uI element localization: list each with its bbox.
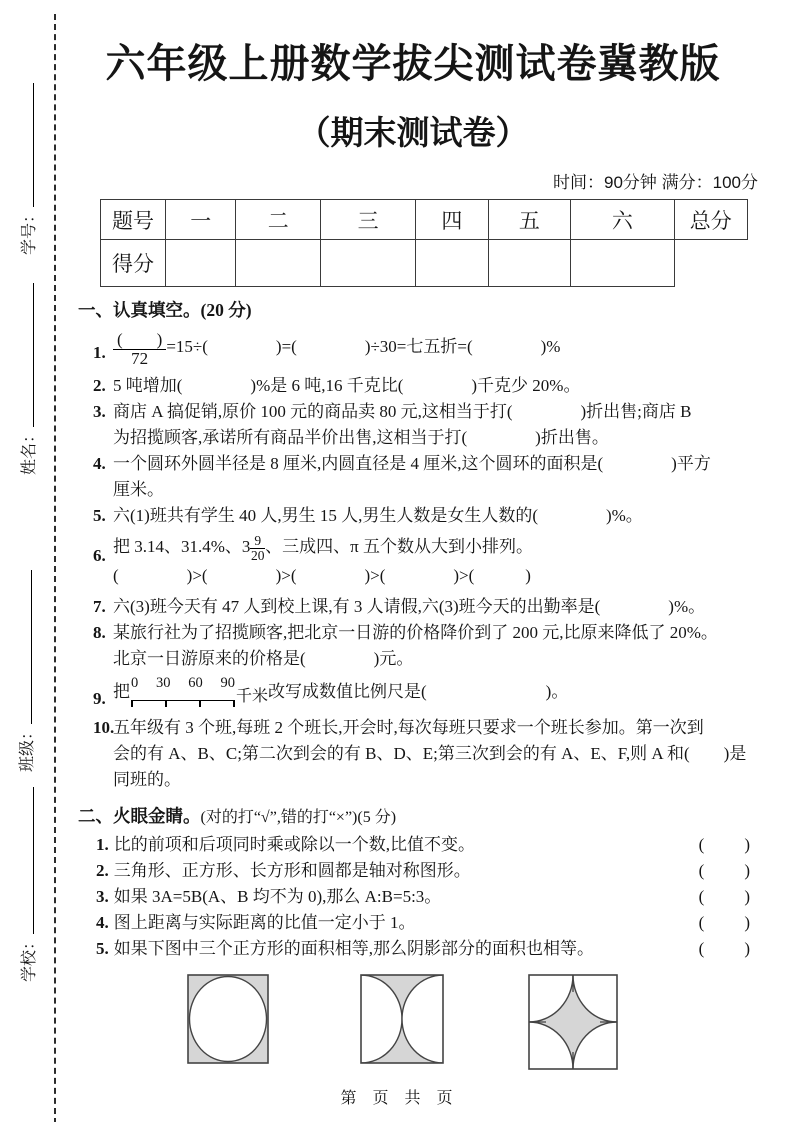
score-header-cell: 题号 — [101, 200, 166, 240]
score-header-cell: 四 — [416, 200, 488, 240]
question-number: 6. — [93, 545, 106, 565]
tf-statement: 比的前项和后项同时乘或除以一个数,比值不变。 — [113, 835, 475, 855]
student-name-text: 姓名： — [21, 426, 38, 475]
tf-statement: 三角形、正方形、长方形和圆都是轴对称图形。 — [113, 861, 471, 881]
question-number: 9. — [93, 689, 106, 709]
tf-item-1 — [60, 832, 766, 858]
question-text: 5 吨增加( )%是 6 吨,16 千克比( )千克少 20%。 — [113, 375, 581, 395]
question-6 — [60, 529, 766, 594]
class-text: 班级： — [19, 723, 36, 772]
line-scale-graphic: 0 30 60 90 — [131, 677, 235, 707]
score-table-score-row — [101, 240, 748, 287]
student-name-label — [16, 283, 38, 475]
question-number: 4. — [96, 913, 109, 933]
question-number: 2. — [93, 375, 106, 395]
tf-item-3 — [60, 884, 766, 910]
question-text: 同班的。 — [113, 770, 181, 790]
tf-item-2 — [60, 858, 766, 884]
tf-answer-blank: ( ) — [698, 861, 752, 881]
square-with-inscribed-circle-figure — [187, 974, 269, 1064]
tf-statement: 如果下图中三个正方形的面积相等,那么阴影部分的面积也相等。 — [113, 939, 594, 959]
tf-answer-blank: ( ) — [698, 835, 752, 855]
score-cell — [236, 240, 321, 287]
question-8 — [60, 620, 766, 672]
question-number: 4. — [93, 453, 106, 473]
question-10 — [60, 715, 766, 793]
question-2 — [60, 373, 766, 399]
square-with-corner-quarter-circles-figure — [528, 974, 618, 1070]
tf-answer-blank: ( ) — [698, 913, 752, 933]
question-text: 某旅行社为了招揽顾客,把北京一日游的价格降价到了 200 元,比原来降低了 20%。 — [113, 623, 718, 643]
tf-statement: 图上距离与实际距离的比值一定小于 1。 — [113, 913, 416, 933]
question-text: 一个圆环外圆半径是 8 厘米,内圆直径是 4 厘米,这个圆环的面积是( )平方 — [113, 453, 711, 473]
question-9 — [60, 672, 766, 715]
question-7 — [60, 594, 766, 620]
question-number: 7. — [93, 597, 106, 617]
fraction: $\frac{( )}{72}$ — [113, 331, 166, 368]
tf-item-5 — [60, 936, 766, 962]
question-number: 8. — [93, 623, 106, 643]
question-text: 五年级有 3 个班,每班 2 个班长,开会时,每次每班只要求一个班长参加。第一次到 — [113, 718, 704, 738]
question-text: 会的有 A、B、C;第二次到会的有 B、D、E;第三次到会的有 A、E、F,则 A 和( )是 — [113, 744, 747, 764]
question-number: 5. — [93, 505, 106, 525]
score-header-cell: 一 — [166, 200, 236, 240]
score-cell — [166, 240, 236, 287]
score-header-cell: 六 — [571, 200, 674, 240]
score-cell — [416, 240, 488, 287]
question-text: 改写成数值比例尺是( )。 — [268, 682, 569, 702]
tf-answer-blank: ( ) — [698, 939, 752, 959]
school-blank-line — [16, 787, 34, 934]
ordering-answer-blanks: ( )>( )>( )>( )>( ) — [113, 566, 531, 586]
question-number: 1. — [96, 835, 109, 855]
score-table — [100, 199, 748, 287]
question-text: 为招揽顾客,承诺所有商品半价出售,这相当于打( )折出售。 — [113, 427, 609, 447]
score-header-cell: 五 — [488, 200, 571, 240]
score-header-cell: 二 — [236, 200, 321, 240]
page-subtitle: （期末测试卷） — [297, 114, 529, 151]
score-cell — [488, 240, 571, 287]
question-number: 3. — [93, 401, 106, 421]
question-text: 北京一日游原来的价格是( )元。 — [113, 649, 414, 669]
page-title: 六年级上册数学拔尖测试卷冀教版 — [105, 42, 721, 86]
school-text: 学校： — [21, 933, 38, 982]
question-number: 10. — [93, 718, 115, 738]
question-4 — [60, 451, 766, 503]
question-5 — [60, 503, 766, 529]
school-label — [16, 787, 38, 982]
section2-heading: 二、火眼金睛。(对的打“√”,错的打“×”)(5 分) — [78, 806, 397, 827]
scale-unit: 千米 — [236, 688, 269, 706]
page-footer: 第 页 共 页 — [340, 1090, 453, 1107]
student-number-text: 学号： — [21, 206, 38, 255]
score-row-label: 得分 — [101, 240, 166, 287]
class-label — [14, 570, 36, 772]
question-number: 2. — [96, 861, 109, 881]
student-number-label — [16, 83, 38, 255]
question-number: 5. — [96, 939, 109, 959]
tf-statement: 如果 3A=5B(A、B 均不为 0),那么 A:B=5:3。 — [113, 887, 442, 907]
time-score-info: 时间：90分钟 满分：100分 — [553, 173, 758, 192]
score-header-cell: 总分 — [674, 200, 747, 240]
question-3 — [60, 399, 766, 451]
score-cell — [571, 240, 674, 287]
fraction: $\frac{9}{20}$ — [251, 532, 265, 563]
section1-heading: 一、认真填空。(20 分) — [78, 300, 252, 320]
question-1 — [60, 326, 766, 373]
question-text: 把 — [113, 682, 130, 702]
question-text: 厘米。 — [113, 479, 164, 499]
student-number-blank-line — [16, 83, 34, 207]
class-blank-line — [14, 570, 32, 724]
score-header-cell: 三 — [321, 200, 416, 240]
score-cell — [321, 240, 416, 287]
question-text: 把 3.14、31.4%、3 $\frac{9}{20}$ 、三成四、π 五个数从大到小排列。 — [113, 532, 534, 563]
question-text: 商店 A 搞促销,原价 100 元的商品卖 80 元,这相当于打( )折出售;商店 B — [113, 401, 692, 421]
question-text: =15÷( )=( )÷30=七五折=( )% — [166, 336, 561, 356]
question-number: 1. — [93, 343, 106, 362]
question-number: 3. — [96, 887, 109, 907]
student-name-blank-line — [16, 283, 34, 427]
binding-dashed-line — [54, 14, 56, 1122]
tf-answer-blank: ( ) — [698, 887, 752, 907]
square-with-two-semicircles-figure — [360, 974, 444, 1064]
tf-item-4 — [60, 910, 766, 936]
question-text: 六(1)班共有学生 40 人,男生 15 人,男生人数是女生人数的( )%。 — [113, 505, 643, 525]
figures-row — [60, 970, 766, 1070]
main-content — [60, 0, 766, 1070]
score-table-header-row — [101, 200, 748, 240]
question-text: 六(3)班今天有 47 人到校上课,有 3 人请假,六(3)班今天的出勤率是( )%。 — [113, 597, 706, 617]
